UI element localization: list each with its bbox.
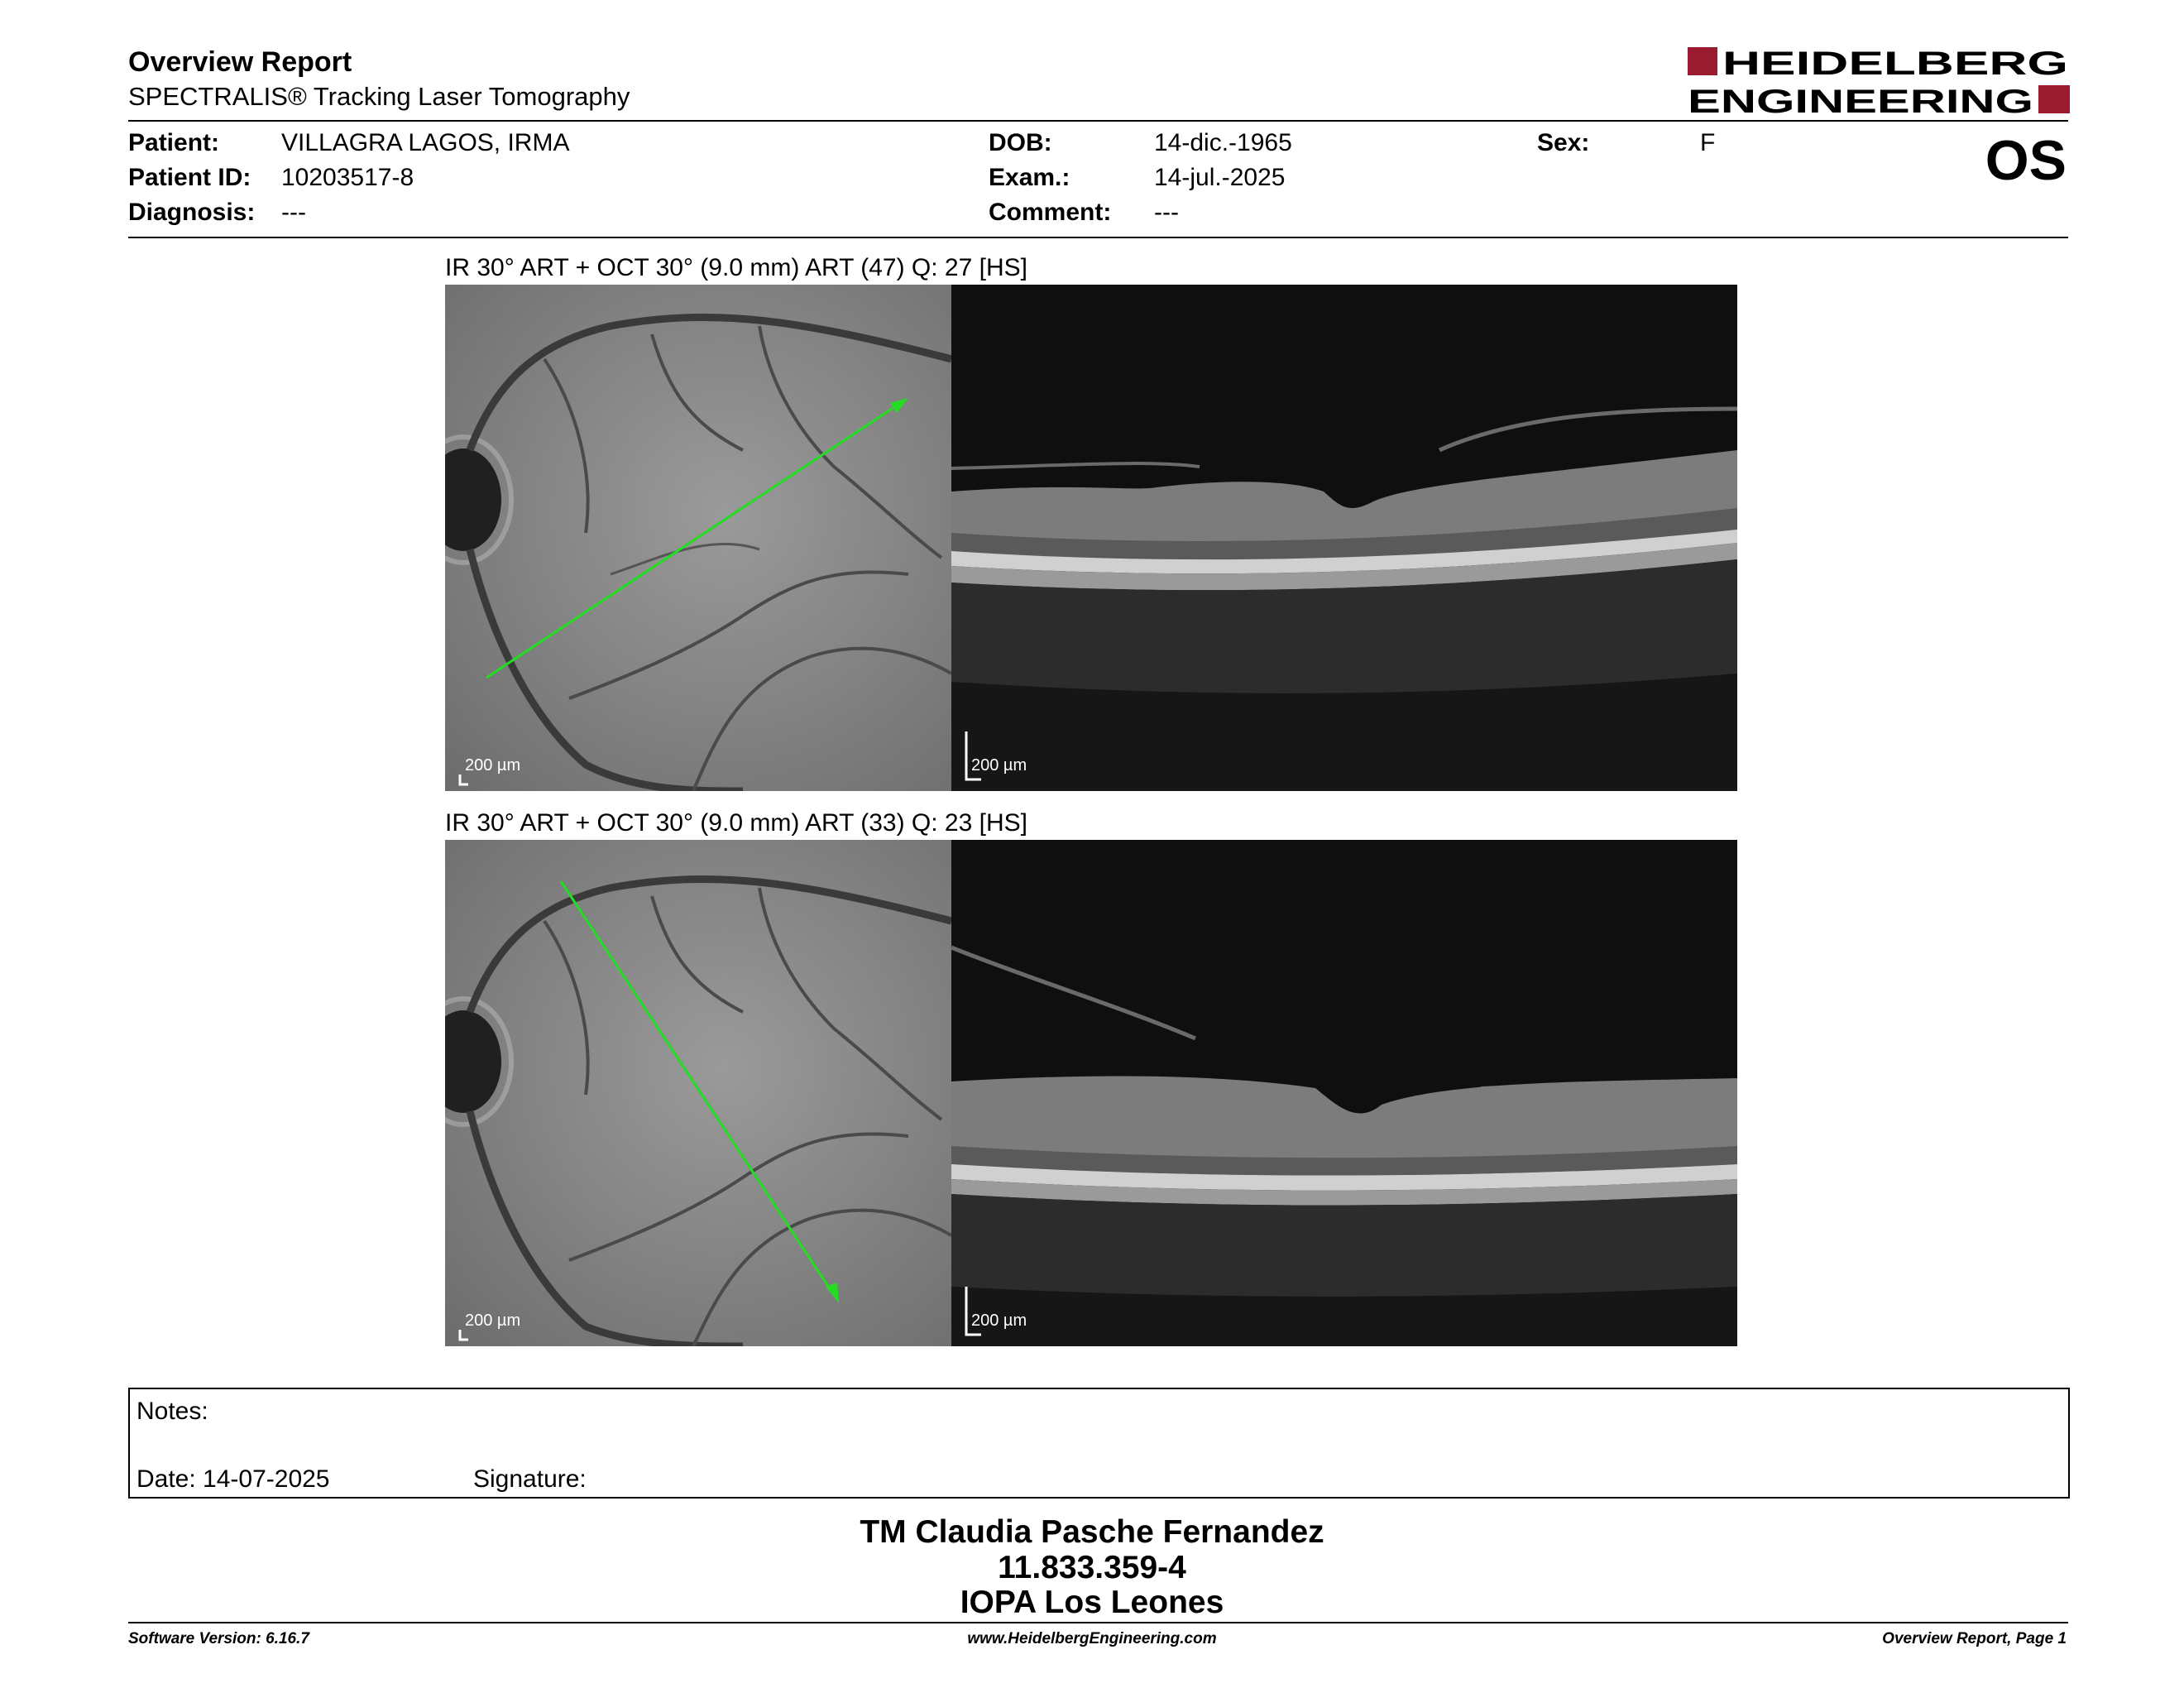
website-link[interactable]: www.HeidelbergEngineering.com [967,1630,1217,1647]
fundus-image-2 [445,840,951,1346]
signer-name: TM Claudia Pasche Fernandez [860,1514,1324,1550]
patient-id: 10203517-8 [281,164,414,191]
sex-value: F [1700,129,1716,156]
diagnosis-label: Diagnosis: [128,199,256,226]
exam-value: 14-jul.-2025 [1154,164,1286,191]
signer-id: 11.833.359-4 [998,1550,1186,1585]
page-indicator: Overview Report, Page 1 [1882,1630,2067,1647]
patient-id-label: Patient ID: [128,164,251,191]
diagnosis-value: --- [281,199,306,226]
scan-line-2 [561,881,834,1295]
scan-line-1 [486,402,902,678]
sex-label: Sex: [1537,129,1590,156]
oct-image-1 [951,285,1737,791]
oct-scale-1: 200 µm [971,756,1027,774]
fundus-scale-2: 200 µm [465,1312,521,1330]
fundus-scale-1: 200 µm [465,756,521,774]
comment-label: Comment: [989,199,1112,226]
signer-institution: IOPA Los Leones [960,1585,1224,1620]
patient-label: Patient: [128,129,220,156]
report-subtitle: SPECTRALIS® Tracking Laser Tomography [128,82,630,111]
eye-indicator: OS [1985,129,2067,192]
header-divider [128,120,2068,122]
comment-value: --- [1154,199,1179,226]
notes-label: Notes: [136,1398,208,1425]
scan-title-2: IR 30° ART + OCT 30° (9.0 mm) ART (33) Q: 23 [HS] [445,809,1027,837]
notes-box[interactable] [128,1388,2070,1499]
dob-label: DOB: [989,129,1052,156]
oct-image-2 [951,840,1737,1346]
scan-title-1: IR 30° ART + OCT 30° (9.0 mm) ART (47) Q: 27 [HS] [445,254,1027,281]
software-version: Software Version: 6.16.7 [128,1630,309,1647]
footer-divider [128,1622,2068,1623]
notes-date: Date: 14-07-2025 [136,1465,330,1493]
exam-label: Exam.: [989,164,1070,191]
dob-value: 14-dic.-1965 [1154,129,1292,156]
oct-scale-2: 200 µm [971,1312,1027,1330]
signature-label: Signature: [473,1465,587,1493]
patient-divider [128,237,2068,238]
report-title: Overview Report [128,46,352,78]
heidelberg-logo [1688,43,2070,116]
patient-name: VILLAGRA LAGOS, IRMA [281,129,570,156]
logo-line1: HEIDELBERG [1722,46,2068,82]
logo-line2: ENGINEERING [1688,84,2033,116]
fundus-image-1 [445,285,951,791]
